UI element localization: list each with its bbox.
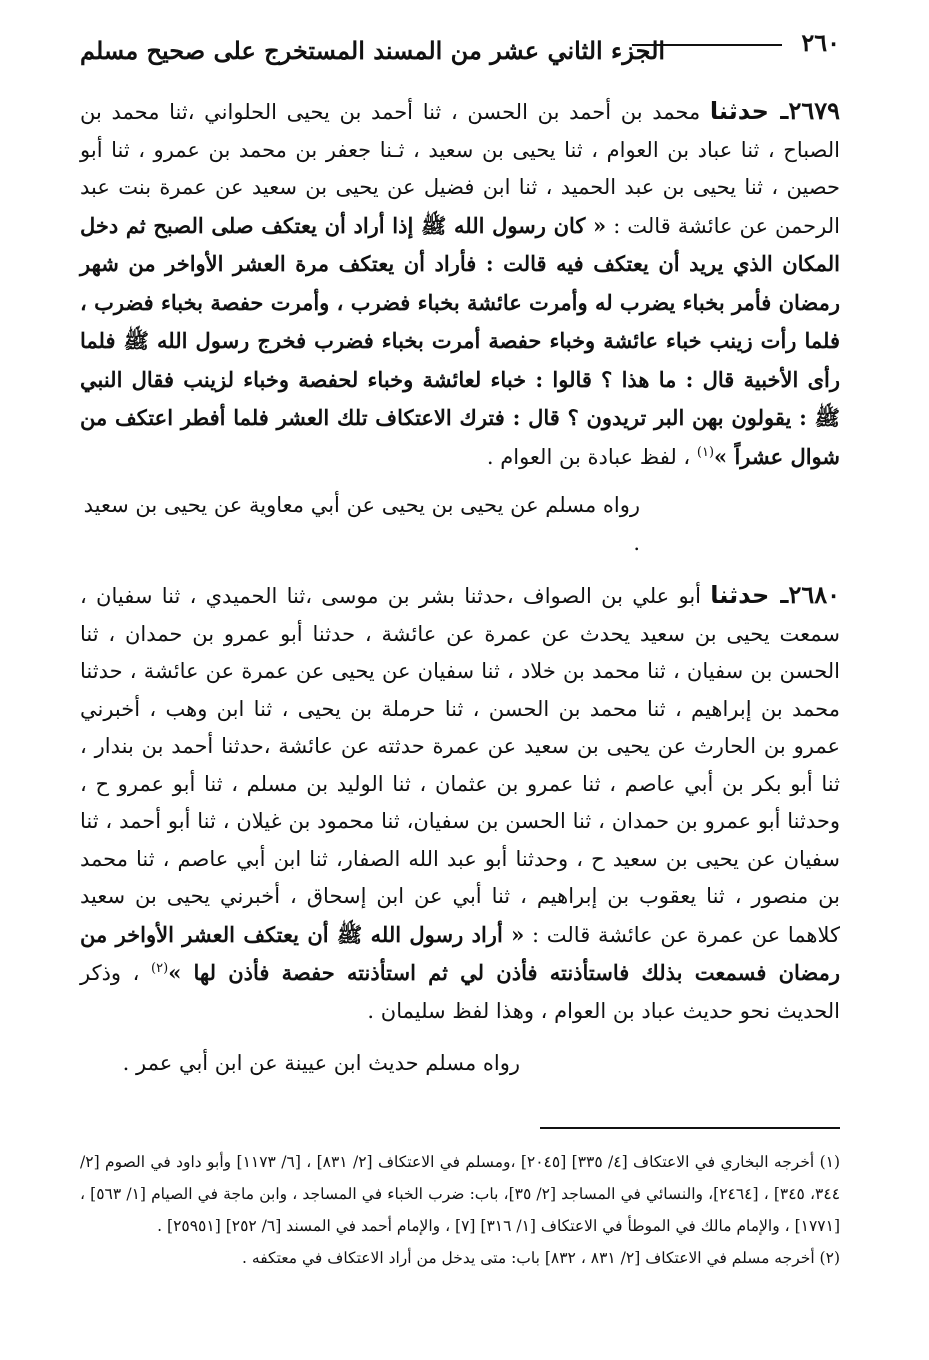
riwaya-note: رواه مسلم حديث ابن عيينة عن ابن أبي عمر . — [122, 1051, 520, 1075]
footnote-separator — [540, 1127, 840, 1129]
footnote-ref: (٢) — [151, 961, 169, 976]
hadith-intro-word: ـ حدثنا — [709, 97, 789, 125]
isnad-text: محمد بن أحمد بن الحسن ، ثنا أحمد بن يحيى الحلواني ،ثنا محمد بن الصباح ، ثنا عباد بن العوام ، ثنا يحيى بن سعيد ، ثـنا جعفر بن محمد بن عمرو ، ثنا أبو حصين ، ثنا يحيى بن عبد الحميد ، ثنا ابن فضيل عن يحيى بن سعيد عن عمرة بنت عبد الرحمن عن عائشة قالت : — [80, 100, 840, 238]
page-header — [80, 22, 840, 78]
footnote-1: (١) أخرجه البخاري في الاعتكاف [٤/ ٣٣٥] [٢٠٤٥] ،ومسلم في الاعتكاف [٢/ ٨٣١] ، [٦/ ١١٧٣] وأبو داود في الصوم [٢/ ٣٤٤، ٣٤٥] ، [٢٤٦٤]، والنسائي في المساجد [٢/ ٣٥]، باب: ضرب الخباء في المساجد ، وابن ماجة في الصيام [١/ ٥٦٣] ، [١٧٧١] ، والإمام مالك في الموطأ في الاعتكاف [١/ ٣١٦] [٧] ، والإمام أحمد في المسند [٦/ ٢٥٢] [٢٥٩٥١] . — [80, 1153, 841, 1235]
hadith-entry-2679 — [80, 92, 840, 476]
hadith-number: ٢٦٧٩ — [788, 96, 841, 125]
footnotes — [80, 1146, 840, 1274]
entry-tail: ، لفظ عبادة بن العوام . — [486, 444, 691, 469]
hadith-entry-2680 — [80, 576, 840, 1030]
hadith-number: ٢٦٨٠ — [788, 580, 840, 609]
page-number: ٢٦٠ — [801, 28, 840, 57]
page — [80, 22, 840, 1342]
hadith-intro-word: ـ حدثنا — [710, 581, 789, 609]
footnote-ref: (١) — [696, 444, 715, 460]
isnad-text: أبو علي بن الصواف ،حدثنا بشر بن موسى ،ثنا الحميدي ، ثنا سفيان ، سمعت يحيى بن سعيد يحدث عن عمرة عن عائشة ، حدثنا أبو عمرو بن حمدان ، ثنا الحسن بن سفيان ، ثنا محمد بن خلاد ، ثنا سفيان عن يحيى عن عمرة عن عائشة ، حدثنا محمد بن إبراهيم ، ثنا محمد بن الحسن ، ثنا حرملة بن يحيى ، ثنا ابن وهب ، أخبرني عمرو بن الحارث عن يحيى بن سعيد عن عمرة حدثته عن عائشة ،حدثنا أحمد بن بندار ، ثنا أبو بكر بن أبي عاصم ، ثنا عمرو بن عثمان ، ثنا الوليد بن مسلم ، ثنا أبو عمرو ح ، وحدثنا أبو عمرو بن حمدان ، ثنا الحسن بن سفيان، ثنا محمود بن غيلان ، ثنا أبو أحمد ، ثنا سفيان عن يحيى بن سعيد ح ، وحدثنا أبو عبد الله الصفار، ثنا ابن أبي عاصم ، ثنا محمد بن منصور ، ثنا يعقوب بن إبراهيم ، ثنا أبي عن ابن إسحاق ، أخبرني يحيى بن سعيد كلاهما عن عمرة عن عائشة قالت : — [80, 584, 841, 947]
entry-tail: ، وذكر الحديث نحو حديث عباد بن العوام ، وهذا لفظ سليمان . — [80, 961, 840, 1023]
footnote-2: (٢) أخرجه مسلم في الاعتكاف [٢/ ٨٣١ ، ٨٣٢] باب: متى يدخل من أراد الاعتكاف في معتكفه . — [242, 1249, 840, 1267]
riwaya-note: رواه مسلم عن يحيى بن يحيى عن أبي معاوية عن يحيى بن سعيد . — [83, 493, 640, 555]
matn-text: « كان رسول الله ﷺ إذا أراد أن يعتكف صلى الصبح ثم دخل المكان الذي يريد أن يعتكف فيه قالت : فأراد أن يعتكف مرة العشر الأواخر من شهر رمضان فأمر بخباء يضرب له وأمرت عائشة بخباء فضرب ، وأمرت حفصة بخباء فضرب ، فلما رأت زينب خباء عائشة وخباء حفصة أمرت بخباء فضرب فخرج رسول الله ﷺ فلما رأى الأخبية قال : ما هذا ؟ قالوا : خباء لعائشة وخباء لحفصة وخباء لزينب فقال النبي ﷺ : يقولون بهن البر تريدون ؟ قال : فترك الاعتكاف تلك العشر فلما أفطر اعتكف من شوال عشراً » — [80, 212, 840, 469]
matn-text: « أراد رسول الله ﷺ أن يعتكف العشر الأواخر من رمضان فسمعت بذلك فاستأذنته فأذن لي ثم استأذنته حفصة فأذن لها » — [80, 921, 841, 985]
running-title: الجزء الثاني عشر من المسند المستخرج على صحيح مسلم — [80, 36, 666, 65]
